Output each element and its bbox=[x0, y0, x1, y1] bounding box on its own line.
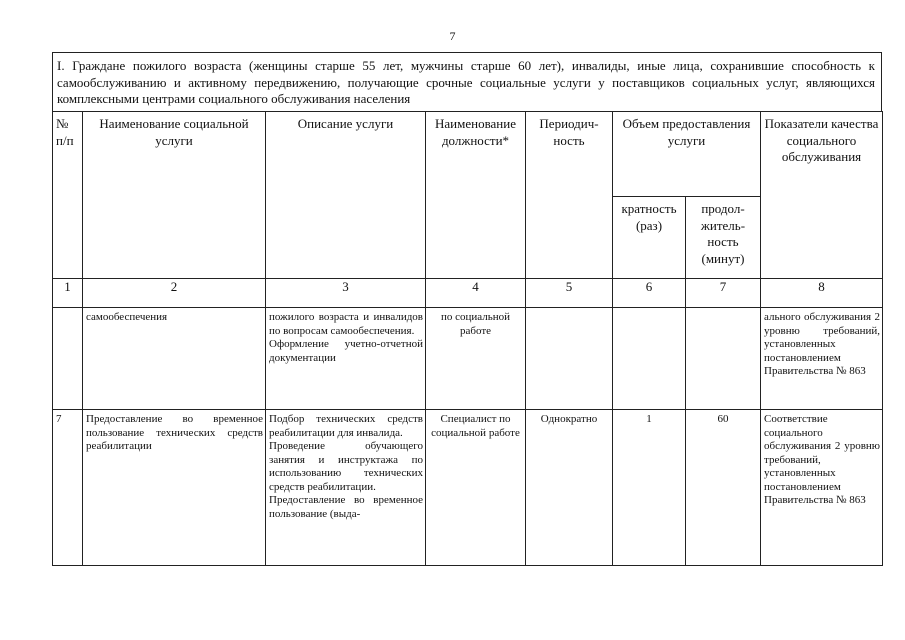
column-number-row bbox=[53, 279, 883, 308]
header-service-name: Наименование социальной услуги bbox=[83, 112, 266, 279]
row-position: по социальной работе bbox=[426, 308, 526, 410]
column-number: 6 bbox=[613, 279, 686, 308]
header-periodicity: Периодич-ность bbox=[526, 112, 613, 279]
header-volume: Объем предоставления услуги bbox=[613, 112, 761, 197]
description-paragraph: Оформление учетно-отчетной документации bbox=[269, 338, 423, 364]
row-multiplicity: 1 bbox=[613, 410, 686, 566]
row-periodicity: Однократно bbox=[526, 410, 613, 566]
page-number: 7 bbox=[449, 29, 456, 43]
column-number: 3 bbox=[266, 279, 426, 308]
header-quality: Показатели качества социального обслуживания bbox=[761, 112, 883, 279]
row-num: 7 bbox=[53, 410, 83, 566]
table-row bbox=[53, 308, 883, 410]
row-num bbox=[53, 308, 83, 410]
row-quality: Соответствие социального обслуживания 2 уровню требований, установленных постановлением Правительства № 863 bbox=[761, 410, 883, 566]
description-paragraph: Проведение обучающего занятия и инструктажа по использованию технических средств реабилитации. bbox=[269, 440, 423, 493]
row-multiplicity bbox=[613, 308, 686, 410]
column-number: 4 bbox=[426, 279, 526, 308]
column-number: 1 bbox=[53, 279, 83, 308]
description-paragraph: Предоставление во временное пользование (выда- bbox=[269, 494, 423, 520]
row-quality: ального обслуживания 2 уровню требований, установленных постановлением Правительства № 863 bbox=[761, 308, 883, 410]
description-paragraph: Подбор технических средств реабилитации для инвалида. bbox=[269, 413, 423, 439]
table-row bbox=[53, 410, 883, 566]
header-num: № п/п bbox=[53, 112, 83, 279]
column-number: 8 bbox=[761, 279, 883, 308]
row-service-name: самообеспечения bbox=[83, 308, 266, 410]
row-description bbox=[266, 410, 426, 566]
column-number: 2 bbox=[83, 279, 266, 308]
header-position: Наименование должности* bbox=[426, 112, 526, 279]
services-table bbox=[52, 111, 883, 566]
row-duration: 60 bbox=[686, 410, 761, 566]
row-periodicity bbox=[526, 308, 613, 410]
column-number: 5 bbox=[526, 279, 613, 308]
description-paragraph: пожилого возраста и инвалидов по вопросам самообеспечения. bbox=[269, 311, 423, 337]
row-service-name: Предоставление во временное пользование технических средств реабилитации bbox=[83, 410, 266, 566]
section-title: I. Граждане пожилого возраста (женщины старше 55 лет, мужчины старше 60 лет), инвалиды, иные лица, сохранившие способность к самообслуживанию и активному передвижению, получающие срочные социальные услуги у поставщиков социальных услуг, являющихся комплексными центрами социального обслуживания населения bbox=[52, 52, 882, 111]
column-number: 7 bbox=[686, 279, 761, 308]
header-description: Описание услуги bbox=[266, 112, 426, 279]
row-description bbox=[266, 308, 426, 410]
header-multiplicity: кратность (раз) bbox=[613, 197, 686, 279]
row-position: Специалист по социальной работе bbox=[426, 410, 526, 566]
row-duration bbox=[686, 308, 761, 410]
header-duration: продол-житель-ность (минут) bbox=[686, 197, 761, 279]
